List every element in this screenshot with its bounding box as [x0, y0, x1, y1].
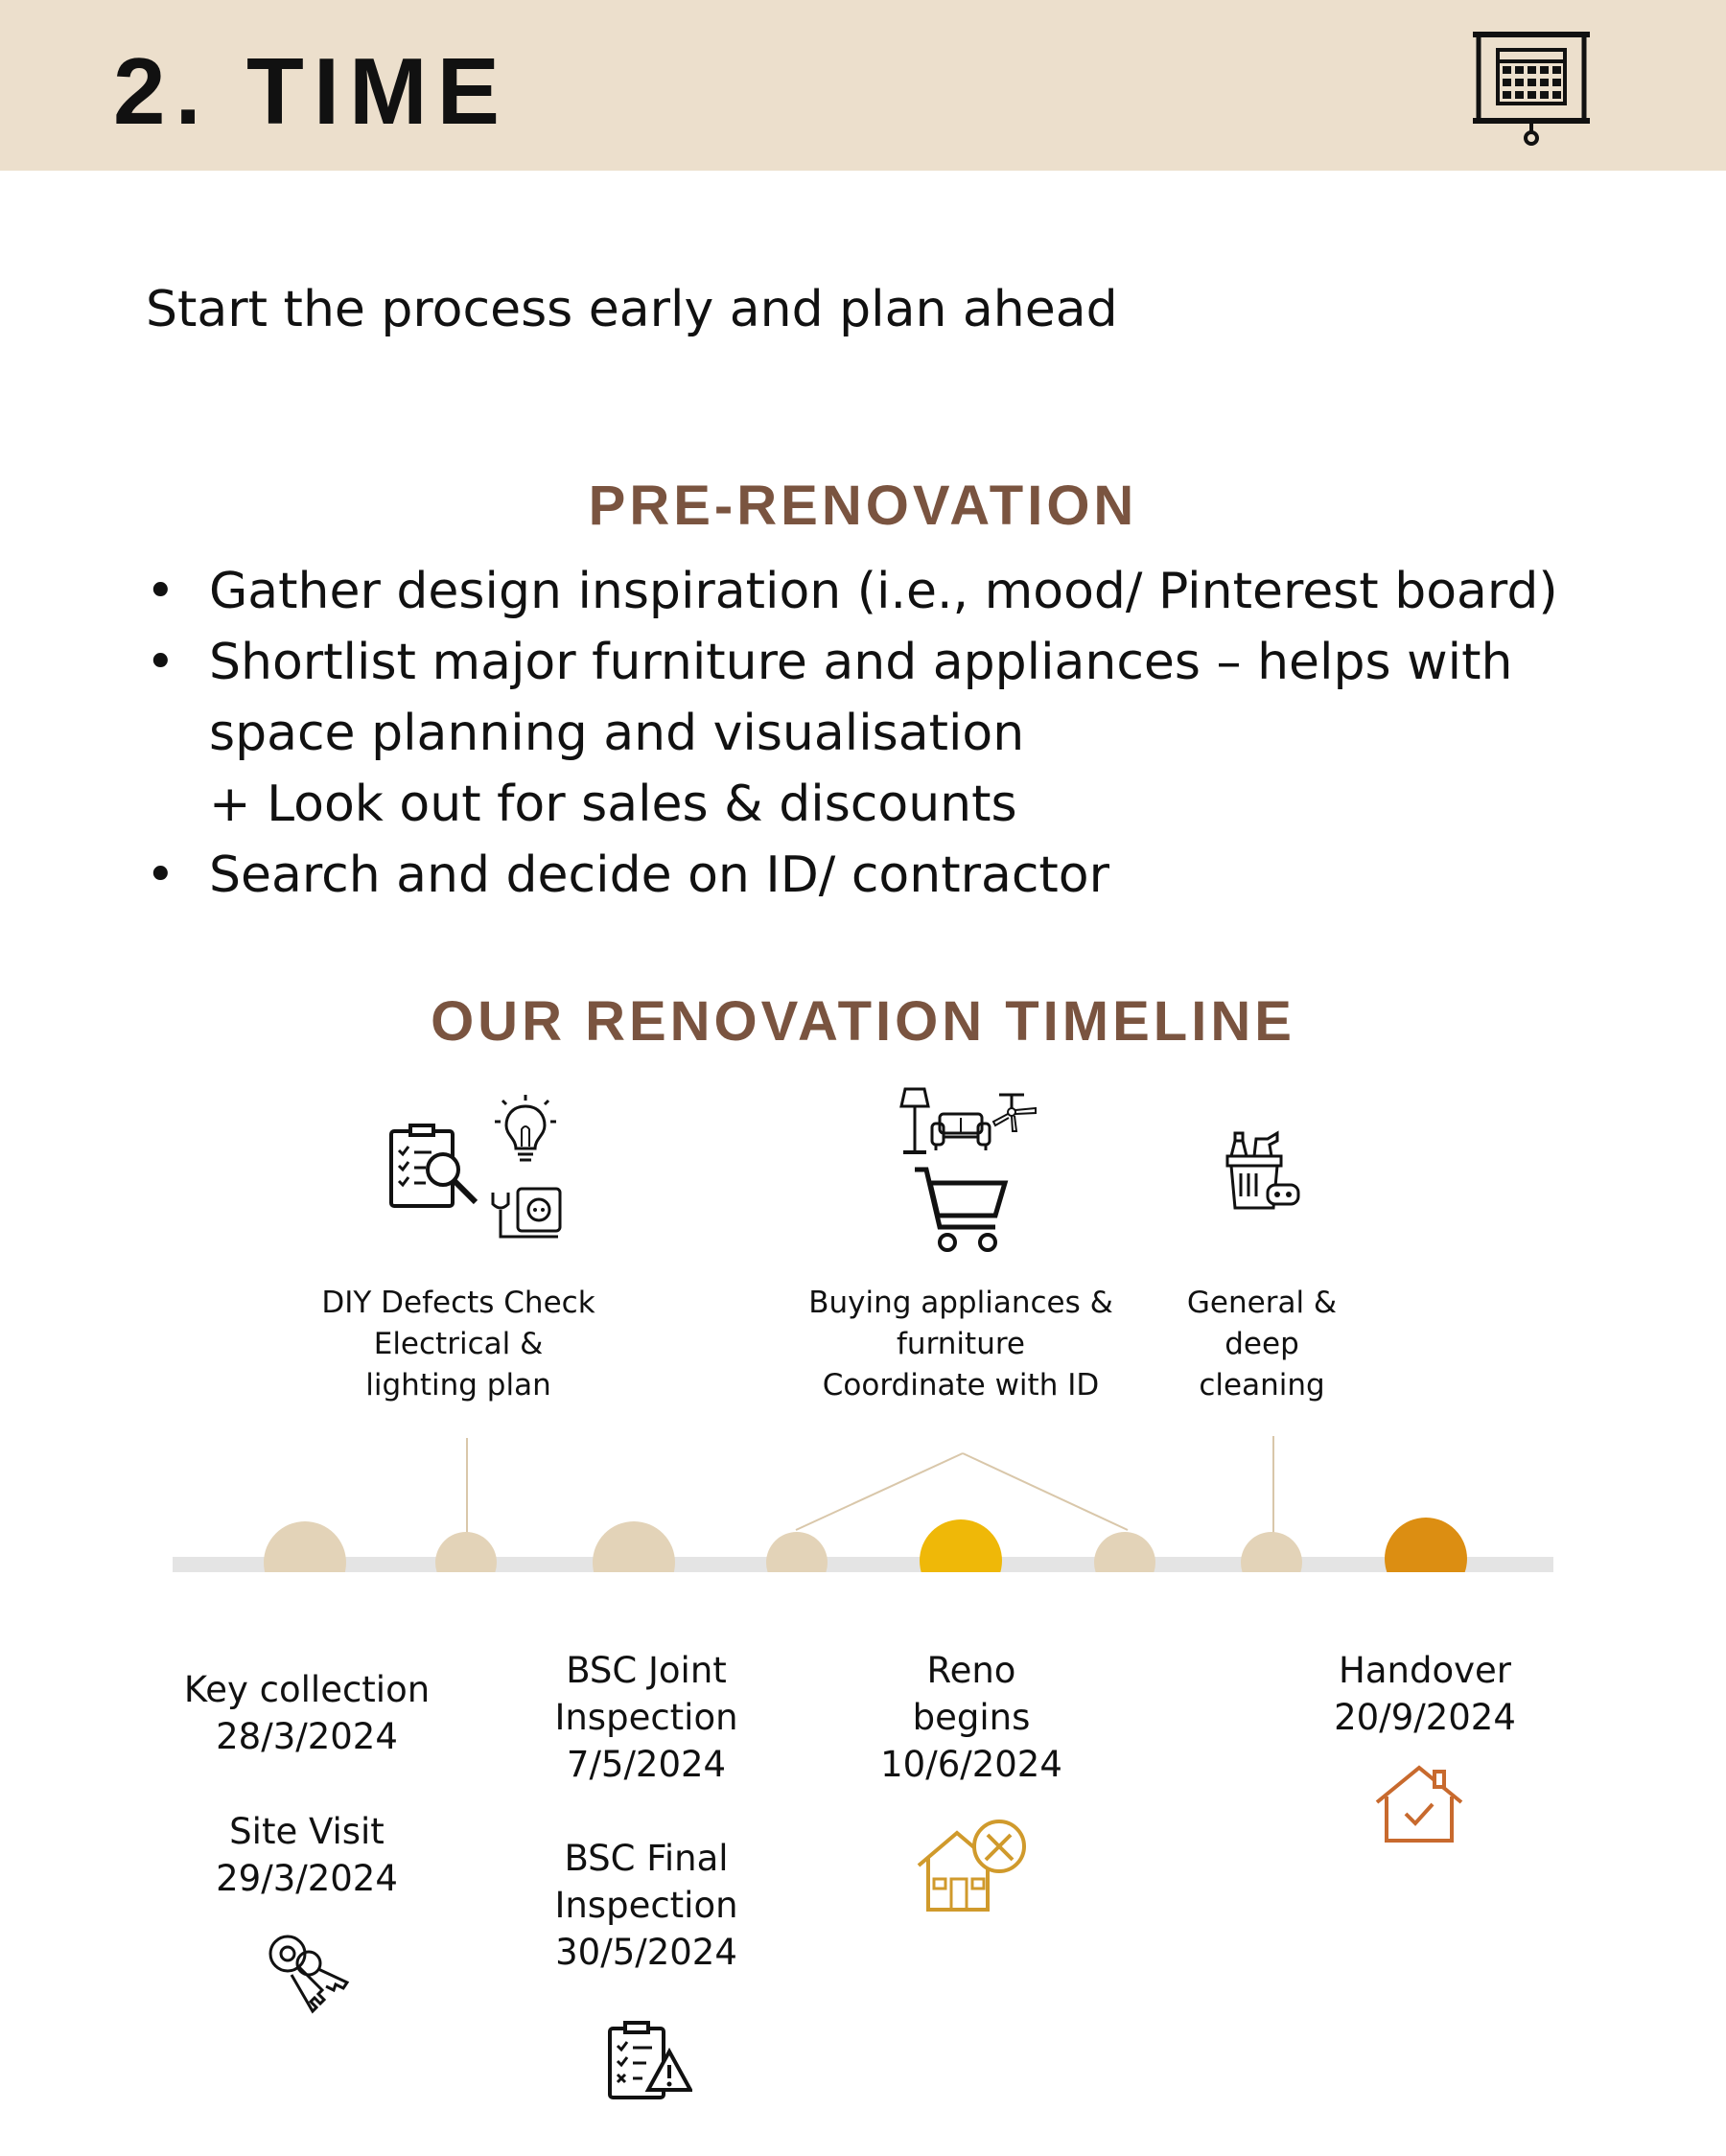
label-line: Key collection [183, 1669, 431, 1710]
calendar-presentation-icon [1473, 29, 1590, 148]
cleaning-label [1166, 1283, 1358, 1406]
label-line: Electrical & [373, 1327, 544, 1361]
site-visit-label [173, 1808, 441, 1902]
label-line: Inspection [554, 1885, 738, 1926]
floor-lamp-icon [898, 1087, 932, 1156]
house-check-icon [1373, 1762, 1465, 1844]
header-bar [0, 0, 1726, 171]
bullet-continuation: space planning and visualisation [209, 705, 1025, 762]
label-line: BSC Joint [566, 1650, 727, 1691]
label-line: Buying appliances & [808, 1286, 1113, 1320]
label-line: Inspection [554, 1697, 738, 1738]
bullet-text: Gather design inspiration (i.e., mood/ Pinterest board) [209, 563, 1558, 620]
connector-buying-left [796, 1453, 963, 1530]
shopping-cart-icon [913, 1166, 1009, 1256]
label-line: Site Visit [229, 1811, 385, 1852]
list-item [146, 556, 1642, 627]
pre-renovation-heading: PRE-RENOVATION [588, 475, 1138, 537]
label-line: Reno [926, 1650, 1016, 1691]
bsc-joint-label [522, 1647, 771, 1788]
milestone-buying-end [1094, 1532, 1155, 1572]
ceiling-fan-icon [991, 1093, 1039, 1135]
house-repair-icon [915, 1818, 1028, 1913]
label-line: General & [1186, 1286, 1338, 1320]
list-item [146, 840, 1642, 911]
label-line: deep [1225, 1327, 1299, 1361]
bullet-text: Shortlist major furniture and appliances – helps with [209, 634, 1513, 691]
light-bulb-icon [495, 1093, 556, 1170]
inspection-clipboard-icon [606, 2019, 692, 2101]
label-line: cleaning [1199, 1368, 1325, 1403]
checklist-magnifier-icon [387, 1124, 483, 1210]
label-line: 10/6/2024 [880, 1744, 1062, 1785]
keys-icon [267, 1931, 351, 2017]
sofa-icon [930, 1110, 991, 1152]
page-title: 2. TIME [113, 38, 510, 144]
intro-text: Start the process early and plan ahead [146, 281, 1118, 338]
label-line: DIY Defects Check [321, 1286, 595, 1320]
power-socket-icon [489, 1185, 564, 1244]
label-line: lighting plan [365, 1368, 551, 1403]
label-line: begins [912, 1697, 1031, 1738]
key-collection-label [173, 1666, 441, 1760]
list-item [146, 627, 1642, 698]
label-line: furniture [897, 1327, 1025, 1361]
label-line: BSC Final [564, 1838, 729, 1879]
plus-note: + Look out for sales & discounts [209, 776, 1017, 833]
bullet-text: Search and decide on ID/ contractor [209, 846, 1109, 904]
milestone-handover [1385, 1518, 1467, 1572]
milestone-buying-start [766, 1532, 828, 1572]
buying-appliances-label [807, 1283, 1114, 1406]
reno-begins-label [853, 1647, 1089, 1788]
milestone-cleaning [1241, 1532, 1302, 1572]
label-line: 20/9/2024 [1334, 1697, 1516, 1738]
cleaning-supplies-icon [1222, 1127, 1302, 1214]
handover-label [1310, 1647, 1540, 1741]
bullet-dot: • [146, 634, 175, 691]
bsc-final-label [522, 1835, 771, 1976]
label-line: 30/5/2024 [555, 1932, 737, 1973]
pre-renovation-list [146, 556, 1642, 911]
milestone-key-collection [264, 1521, 346, 1572]
connector-buying-right [963, 1453, 1128, 1530]
timeline-heading: OUR RENOVATION TIMELINE [431, 990, 1295, 1053]
label-line: 7/5/2024 [566, 1744, 727, 1785]
label-line: 28/3/2024 [216, 1716, 398, 1757]
milestone-defects-check [435, 1532, 497, 1572]
milestone-reno-begins [920, 1519, 1002, 1572]
timeline-track-svg [0, 1419, 1726, 1572]
label-line: Coordinate with ID [822, 1368, 1100, 1403]
label-line: 29/3/2024 [216, 1858, 398, 1899]
label-line: Handover [1339, 1650, 1511, 1691]
milestone-bsc-joint [593, 1521, 675, 1572]
defects-check-label [316, 1283, 600, 1406]
bullet-dot: • [146, 563, 175, 620]
bullet-dot: • [146, 846, 175, 904]
